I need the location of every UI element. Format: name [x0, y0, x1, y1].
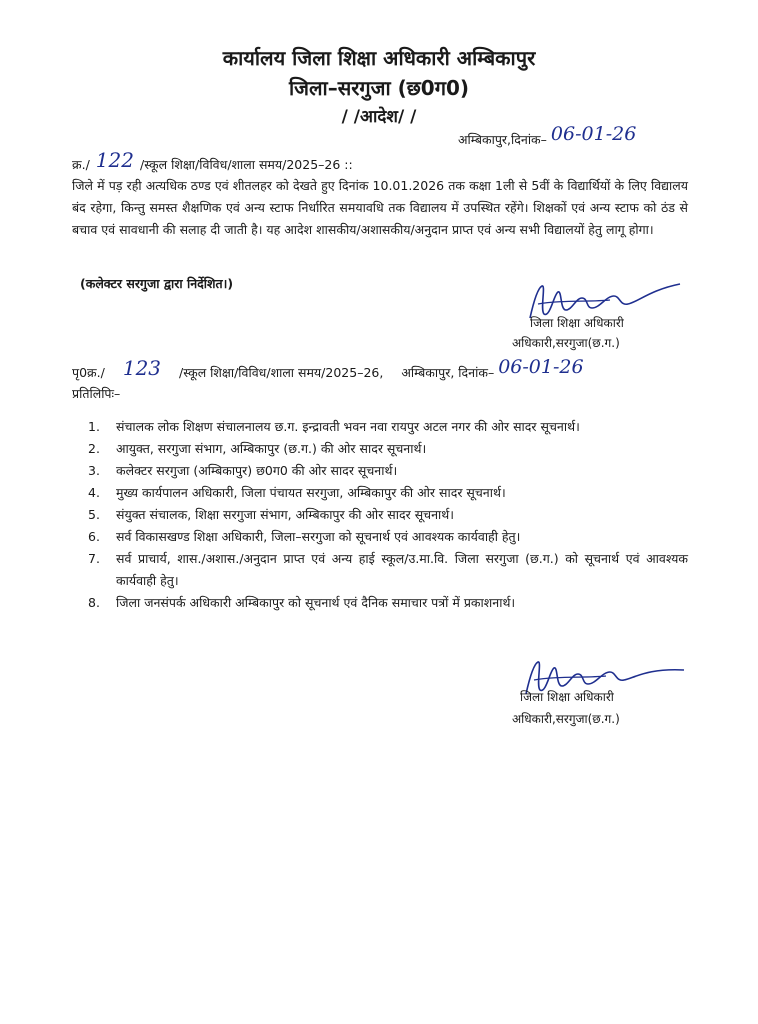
collector-note: (कलेक्टर सरगुजा द्वारा निर्देशित।) — [80, 276, 234, 291]
copy-ref-number: 123 — [122, 356, 162, 380]
signature-2-designation: अधिकारी,सरगुजा(छ.ग.) — [512, 712, 620, 726]
signature-1-designation: अधिकारी,सरगुजा(छ.ग.) — [512, 336, 620, 350]
office-heading: कार्यालय जिला शिक्षा अधिकारी अम्बिकापुर — [222, 46, 536, 70]
copy-handwritten-date: 06-01-26 — [498, 356, 584, 378]
signature-2-title: जिला शिक्षा अधिकारी — [520, 690, 614, 704]
order-title: / /आदेश/ / — [341, 107, 417, 127]
pratilipi-label: प्रतिलिपिः– — [72, 386, 121, 401]
list-item: 5. संयुक्त संचालक, शिक्षा सरगुजा संभाग, अम्बिकापुर की ओर सादर सूचनार्थ। — [88, 507, 454, 522]
list-item: 8. जिला जनसंपर्क अधिकारी अम्बिकापुर को सूचनार्थ एवं दैनिक समाचार पत्रों में प्रकाशनार्थ। — [88, 595, 516, 610]
order-handwritten-date: 06-01-26 — [550, 123, 637, 145]
order-ref-number: 122 — [95, 148, 134, 172]
order-body: जिले में पड़ रही अत्यधिक ठण्ड एवं शीतलहर को देखते हुए दिनांक 10.01.2026 तक कक्षा 1ली से 5वीं के विद्यार्थियों के लिए विद्यालय बंद रहेगा, किन्तु समस्त शैक्षणिक एवं अन्य स्टाफ निर्धारित समयावधि तक विद्यालय में उपस्थित रहेंगे। शिक्षकों एवं अन्य स्टाफ को ठंड से बचाव एवं सावधानी की सलाह दी जाती है। यह आदेश शासकीय/अशासकीय/अनुदान प्राप्त एवं अन्य सभी विद्यालयों हेतु लागू होगा। — [72, 178, 688, 237]
order-reference-line — [72, 150, 353, 174]
copy-recipient-list — [88, 416, 688, 614]
order-ref-prefix: क्र./ — [72, 157, 90, 172]
copy-reference-line — [72, 358, 584, 382]
list-item: 2. आयुक्त, सरगुजा संभाग, अम्बिकापुर (छ.ग.) की ओर सादर सूचनार्थ। — [88, 441, 427, 456]
order-ref-suffix: /स्कूल शिक्षा/विविध/शाला समय/2025–26 :: — [139, 157, 353, 172]
order-place-date-label: अम्बिकापुर,दिनांक– — [458, 132, 547, 147]
signature-1-title: जिला शिक्षा अधिकारी — [530, 316, 624, 330]
list-item: 3. कलेक्टर सरगुजा (अम्बिकापुर) छ0ग0 की ओर सादर सूचनार्थ। — [88, 463, 398, 478]
list-item: 6. सर्व विकासखण्ड शिक्षा अधिकारी, जिला–सरगुजा को सूचनार्थ एवं आवश्यक कार्यवाही हेतु। — [88, 529, 521, 544]
district-heading: जिला–सरगुजा (छ0ग0) — [288, 76, 470, 100]
list-item: 7. सर्व प्राचार्य, शास./अशास./अनुदान प्राप्त एवं अन्य हाई स्कूल/उ.मा.वि. जिला सरगुजा (छ.ग.) को सूचनार्थ एवं आवश्यक कार्यवाही हेतु। — [88, 551, 688, 588]
list-item: 1. संचालक लोक शिक्षण संचालनालय छ.ग. इन्द्रावती भवन नवा रायपुर अटल नगर की ओर सादर सूचनार्थ। — [88, 419, 580, 434]
copy-ref-prefix: पृ0क्र./ — [72, 365, 105, 380]
order-date-line — [458, 123, 637, 149]
copy-ref-suffix: /स्कूल शिक्षा/विविध/शाला समय/2025–26, — [179, 365, 384, 380]
list-item: 4. मुख्य कार्यपालन अधिकारी, जिला पंचायत सरगुजा, अम्बिकापुर की ओर सादर सूचनार्थ। — [88, 485, 506, 500]
copy-place-date-label: अम्बिकापुर, दिनांक– — [401, 365, 495, 380]
